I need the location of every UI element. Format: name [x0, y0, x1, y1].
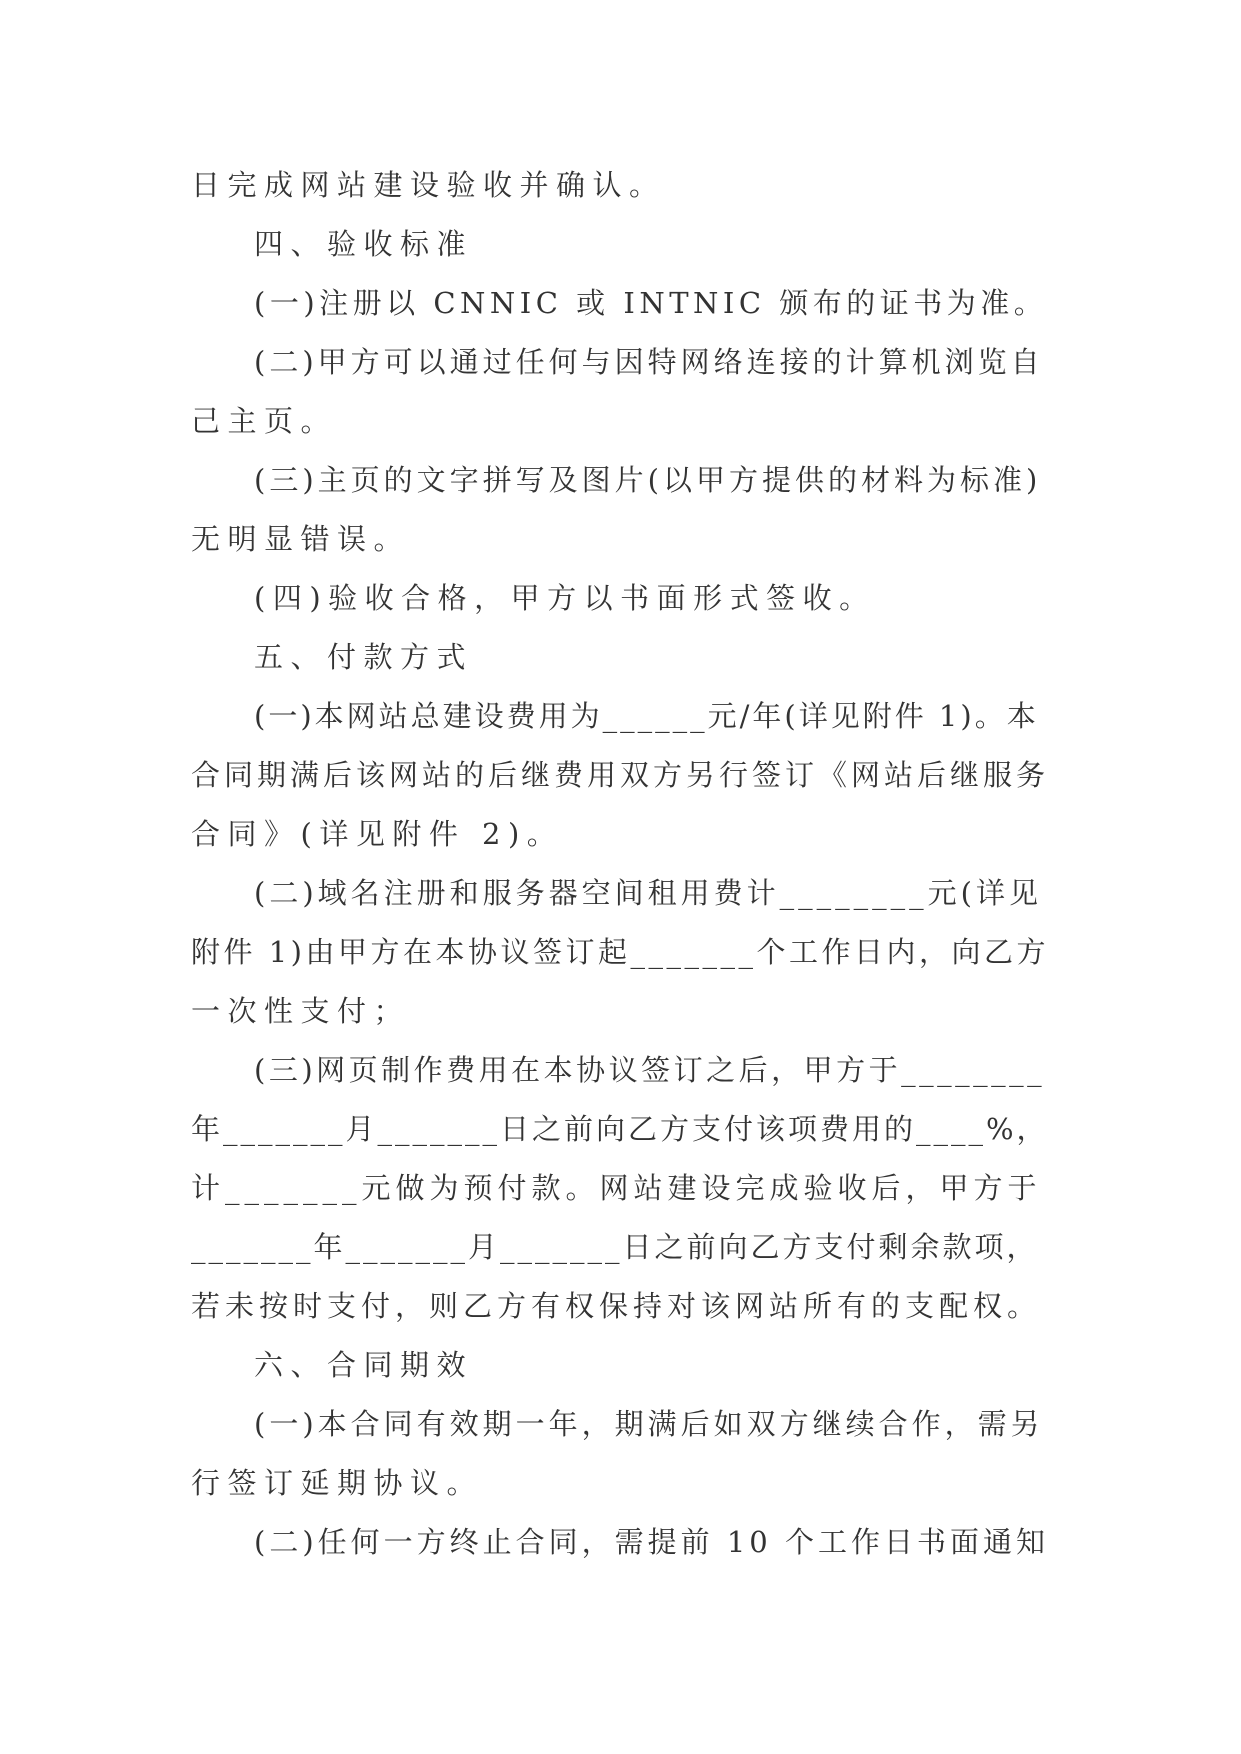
text-line: (三)网页制作费用在本协议签订之后，甲方于________ — [254, 1053, 1046, 1087]
text-line: 行签订延期协议。 — [191, 1466, 484, 1500]
text-line: (二)域名注册和服务器空间租用费计________元(详见 — [254, 876, 1042, 910]
text-line: 若未按时支付，则乙方有权保持对该网站所有的支配权。 — [191, 1289, 1042, 1323]
text-line: _______年_______月_______日之前向乙方支付剩余款项， — [191, 1230, 1039, 1264]
text-line: 年_______月_______日之前向乙方支付该项费用的____%， — [191, 1112, 1049, 1146]
text-line: (三)主页的文字拼写及图片(以甲方提供的材料为标准) — [254, 463, 1042, 497]
text-line: 一次性支付； — [191, 994, 411, 1028]
text-line: 合同期满后该网站的后继费用双方另行签订《网站后继服务 — [191, 758, 1050, 792]
section-heading-term: 六、合同期效 — [254, 1348, 474, 1382]
text-line: 计_______元做为预付款。网站建设完成验收后，甲方于 — [191, 1171, 1042, 1205]
text-line: 合同》(详见附件 2)。 — [191, 817, 564, 851]
document-page — [191, 156, 1053, 1572]
text-line: (二)任何一方终止合同，需提前 10 个工作日书面通知 — [254, 1525, 1049, 1559]
text-line: 附件 1)由甲方在本协议签订起_______个工作日内，向乙方 — [191, 935, 1049, 969]
text-line: (二)甲方可以通过任何与因特网络连接的计算机浏览自 — [254, 345, 1044, 379]
text-line: (一)本合同有效期一年，期满后如双方继续合作，需另 — [254, 1407, 1044, 1441]
section-heading-payment: 五、付款方式 — [254, 640, 474, 674]
text-line: 无明显错误。 — [191, 522, 411, 556]
text-line: 日完成网站建设验收并确认。 — [191, 168, 666, 202]
text-line: (四)验收合格，甲方以书面形式签收。 — [254, 581, 876, 615]
text-line: 己主页。 — [191, 404, 338, 438]
text-line: (一)注册以 CNNIC 或 INTNIC 颁布的证书为准。 — [254, 286, 1048, 320]
text-line: (一)本网站总建设费用为______元/年(详见附件 1)。本 — [254, 699, 1039, 733]
section-heading-acceptance: 四、验收标准 — [254, 227, 474, 261]
